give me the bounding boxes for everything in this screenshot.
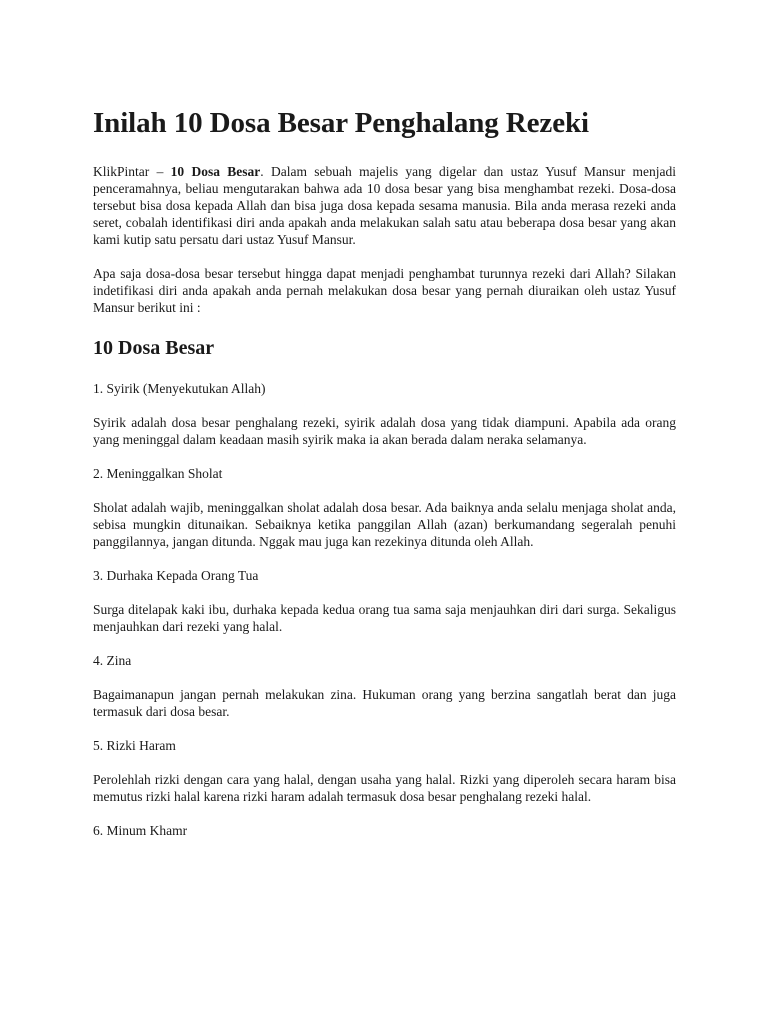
item-text: Surga ditelapak kaki ibu, durhaka kepada kedua orang tua sama saja menjauhkan diri dari surga. Sekaligus menjauhkan dari rezeki yang halal.	[93, 602, 676, 634]
intro-bold-keyword: 10 Dosa Besar	[170, 164, 261, 179]
item-heading: 5. Rizki Haram	[93, 738, 176, 753]
item-text: Perolehlah rizki dengan cara yang halal, dengan usaha yang halal. Rizki yang diperoleh secara haram bisa memutus rizki halal karena rizki haram adalah termasuk dosa besar penghalang rezeki halal.	[93, 772, 676, 804]
document-page	[93, 103, 676, 856]
item-text: Bagaimanapun jangan pernah melakukan zina. Hukuman orang yang berzina sangatlah berat dan juga termasuk dari dosa besar.	[93, 687, 676, 719]
intro-paragraph	[93, 163, 676, 248]
intro-paragraph-2: Apa saja dosa-dosa besar tersebut hingga dapat menjadi penghambat turunnya rezeki dari Allah? Silakan indetifikasi diri anda apakah anda pernah melakukan dosa besar yang pernah diuraikan oleh ustaz Yusuf Mansur berikut ini :	[93, 266, 676, 315]
item-heading: 3. Durhaka Kepada Orang Tua	[93, 568, 259, 583]
item-heading: 6. Minum Khamr	[93, 823, 188, 838]
item-text: Syirik adalah dosa besar penghalang rezeki, syirik adalah dosa yang tidak diampuni. Apabila ada orang yang meninggal dalam keadaan masih syirik maka ia akan berada dalam neraka selamanya.	[93, 415, 676, 447]
item-text: Sholat adalah wajib, meninggalkan sholat adalah dosa besar. Ada baiknya anda selalu menjaga sholat anda, sebisa mungkin ditunaikan. Sebaiknya ketika panggilan Allah (azan) berkumandang segeralah penuhi panggilannya, jangan ditunda. Nggak mau juga kan rezekinya ditunda oleh Allah.	[93, 500, 676, 549]
section-heading: 10 Dosa Besar	[93, 337, 215, 359]
item-heading: 1. Syirik (Menyekutukan Allah)	[93, 381, 266, 396]
document-title: Inilah 10 Dosa Besar Penghalang Rezeki	[93, 107, 589, 139]
item-heading: 2. Meninggalkan Sholat	[93, 466, 223, 481]
intro-text: . Dalam sebuah majelis yang digelar dan ustaz Yusuf Mansur menjadi penceramahnya, beliau mengutarakan bahwa ada 10 dosa besar yang bisa menghambat rezeki. Dosa-dosa tersebut bisa dosa kepada Allah dan bisa juga dosa kepada sesama manusia. Bila anda merasa rezeki anda seret, cobalah identifikasi diri anda apakah anda melakukan salah satu atau beberapa dosa besar yang akan kami kutip satu persatu dari ustaz Yusuf Mansur.	[93, 164, 676, 247]
intro-prefix: KlikPintar –	[93, 164, 171, 179]
item-heading: 4. Zina	[93, 653, 132, 668]
